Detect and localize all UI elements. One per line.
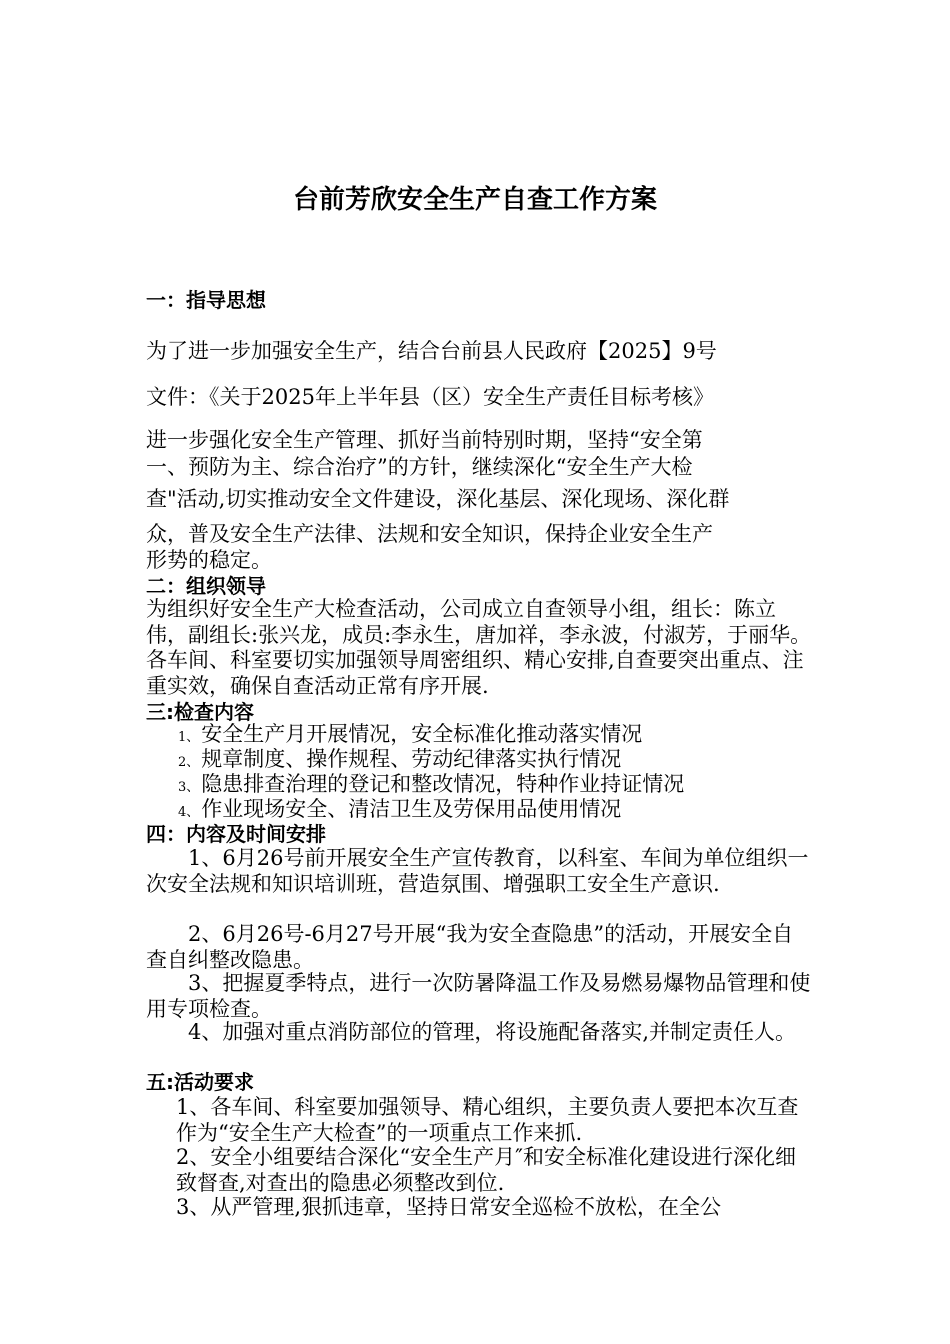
list-text: 隐患排查治理的登记和整改情况，特种作业持证情况 [201, 772, 685, 796]
section1-line-1: 为了进一步加强安全生产，结合台前县人民政府【2025】9号 [146, 339, 717, 363]
list-number: 4、 [178, 805, 200, 820]
schedule-paragraph: 2、6月26号-6月27号开展“我为安全查隐患”的活动，开展安全自查自纠整改隐患。 [146, 922, 794, 972]
section-heading-guiding-ideology: 一：指导思想 [146, 288, 266, 312]
schedule-paragraph: 3、把握夏季特点，进行一次防暑降温工作及易燃易爆物品管理和使用专项检查。 [146, 971, 811, 1021]
section-heading-inspection-content: 三:检查内容 [146, 700, 254, 724]
list-number: 2、 [178, 755, 200, 770]
list-number: 3、 [178, 780, 200, 795]
section1-line-2: 文件：《关于2025年上半年县（区）安全生产责任目标考核》 [146, 385, 714, 409]
section1-line-5: 查"活动,切实推动安全文件建设，深化基层、深化现场、深化群 [146, 487, 730, 511]
list-text: 安全生产月开展情况，安全标准化推动落实情况 [201, 722, 643, 746]
document-title: 台前芳欣安全生产自查工作方案 [292, 185, 657, 215]
section-heading-schedule: 四：内容及时间安排 [146, 822, 326, 846]
section-heading-requirements: 五:活动要求 [146, 1070, 254, 1094]
schedule-paragraph: 4、加强对重点消防部位的管理，将设施配备落实,并制定责任人。 [188, 1020, 797, 1044]
requirement-paragraph: 2、安全小组要结合深化“安全生产月″和安全标准化建设进行深化细致督查,对查出的隐患必须整改到位. [176, 1145, 796, 1195]
list-number: 1、 [178, 730, 200, 745]
section1-line-3: 进一步强化安全生产管理、抓好当前特别时期，坚持“安全第 [146, 428, 703, 452]
section2-paragraph: 为组织好安全生产大检查活动，公司成立自查领导小组，组长：陈立伟，副组长:张兴龙，成员:李永生，唐加祥，李永波，付淑芳，于丽华。各车间、科室要切实加强领导周密组织、精心安排,自查要突出重点、注重实效，确保自查活动正常有序开展. [146, 597, 812, 698]
requirement-paragraph: 1、各车间、科室要加强领导、精心组织，主要负责人要把本次互查作为“安全生产大检查”的一项重点工作来抓. [176, 1095, 799, 1145]
list-text: 规章制度、操作规程、劳动纪律落实执行情况 [201, 747, 622, 771]
section1-line-7: 形势的稳定。 [146, 548, 272, 572]
section1-line-6: 众，普及安全生产法律、法规和安全知识，保持企业安全生产 [146, 522, 713, 546]
requirement-paragraph: 3、从严管理,狠抓违章，坚持日常安全巡检不放松，在全公 [176, 1195, 722, 1219]
schedule-paragraph: 1、6月26号前开展安全生产宣传教育，以科室、车间为单位组织一次安全法规和知识培训班，营造氛围、增强职工安全生产意识. [146, 846, 809, 896]
section1-line-4: 一、预防为主、综合治疗”的方针，继续深化“安全生产大检 [146, 455, 693, 479]
list-text: 作业现场安全、清洁卫生及劳保用品使用情况 [201, 797, 622, 821]
section-heading-organization: 二：组织领导 [146, 574, 266, 598]
